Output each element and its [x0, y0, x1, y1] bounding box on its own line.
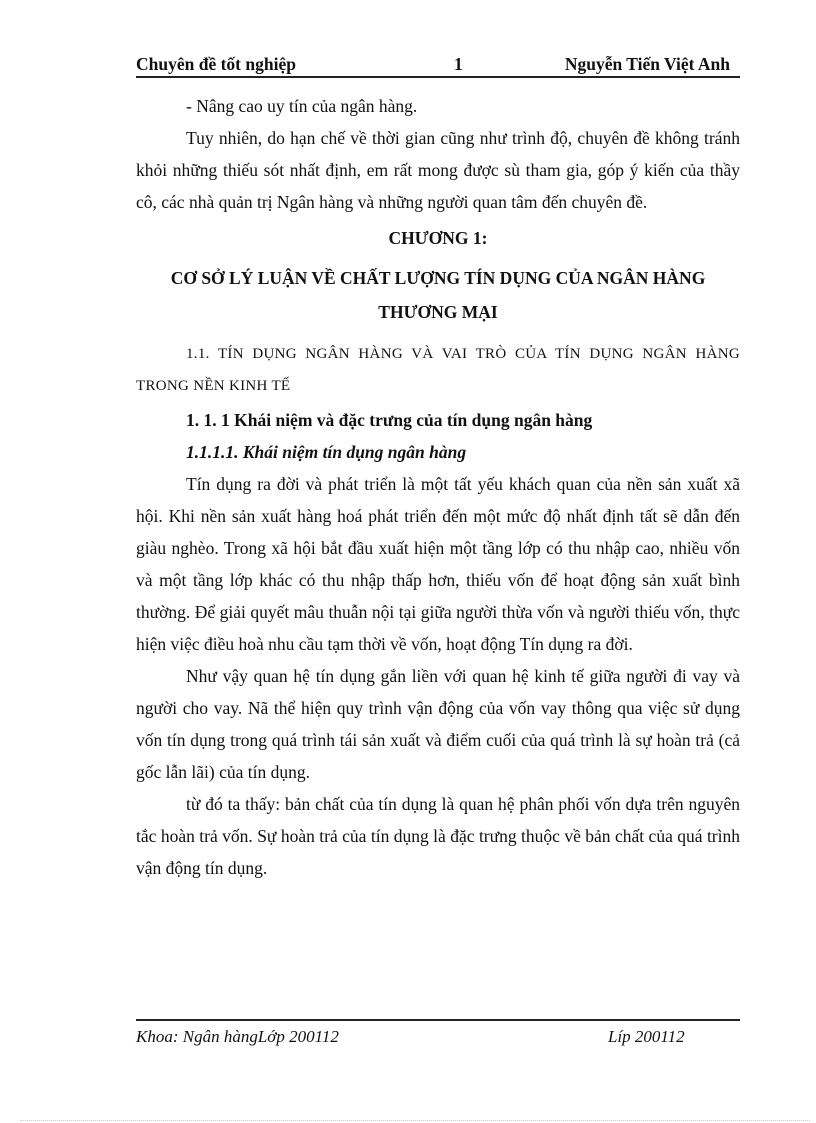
header-thesis-type: Chuyên đề tốt nghiệp: [136, 54, 296, 74]
footer-class: Líp 200112: [608, 1027, 685, 1046]
paragraph-credit-nature: từ đó ta thấy: bản chất của tín dụng là quan hệ phân phối vốn dựa trên nguyên tắc hoàn trả vốn. Sự hoàn trả của tín dụng là đặc trưng thuộc về bản chất của quá trình vận động tín dụng.: [136, 794, 740, 878]
footer-faculty: Khoa: Ngân hàngLớp 200112: [136, 1027, 339, 1046]
page-number: 1: [454, 54, 463, 74]
page-footer: [136, 1019, 740, 1046]
paragraph-credit-origin: Tín dụng ra đời và phát triển là một tất yếu khách quan của nền sản xuất xã hội. Khi nền sản xuất hàng hoá phát triển đến một mức độ nhất định tất sẽ dẫn đến giàu nghèo. Trong xã hội bắt đầu xuất hiện một tầng lớp có thu nhập cao, nhiều vốn và một tầng lớp khác có thu nhập thấp hơn, thiếu vốn để hoạt động sản xuất bình thường. Để giải quyết mâu thuẫn nội tại giữa người thừa vốn và người thiếu vốn, thực hiện việc điều hoà nhu cầu tạm thời về vốn, hoạt động Tín dụng ra đời.: [136, 474, 740, 654]
chapter-title-line-2: THƯƠNG MẠI: [378, 302, 498, 322]
paragraph-limitations: Tuy nhiên, do hạn chế về thời gian cũng như trình độ, chuyên đề không tránh khỏi những thiếu sót nhất định, em rất mong được sù tham gia, góp ý kiến của thầy cô, các nhà quản trị Ngân hàng và những người quan tâm đến chuyên đề.: [136, 128, 740, 212]
page-bottom-divider: [20, 1120, 810, 1121]
chapter-title-line-1: CƠ SỞ LÝ LUẬN VỀ CHẤT LƯỢNG TÍN DỤNG CỦA NGÂN HÀNG: [170, 268, 706, 288]
paragraph-credit-relation: Như vậy quan hệ tín dụng gắn liền với quan hệ kinh tế giữa người đi vay và người cho vay. Nã thể hiện quy trình vận động của vốn vay thông qua việc sử dụng vốn tín dụng trong quá trình tái sản xuất và điểm cuối của quá trình là sự hoàn trả (cả gốc lẫn lãi) của tín dụng.: [136, 666, 740, 782]
page-content: [136, 90, 740, 884]
chapter-label: CHƯƠNG 1:: [388, 228, 488, 248]
page-header: [136, 52, 740, 78]
paragraph-reputation: - Nâng cao uy tín của ngân hàng.: [186, 96, 418, 116]
header-author: Nguyễn Tiến Việt Anh: [564, 54, 730, 74]
section-heading-1-1: 1.1. TÍN DỤNG NGÂN HÀNG VÀ VAI TRÒ CỦA TÍN DỤNG NGÂN HÀNG TRONG NỀN KINH TẾ: [136, 346, 740, 394]
section-heading-1-1-1-1: 1.1.1.1. Khái niệm tín dụng ngân hàng: [186, 442, 467, 462]
section-heading-1-1-1: 1. 1. 1 Khái niệm và đặc trưng của tín dụng ngân hàng: [186, 410, 593, 430]
